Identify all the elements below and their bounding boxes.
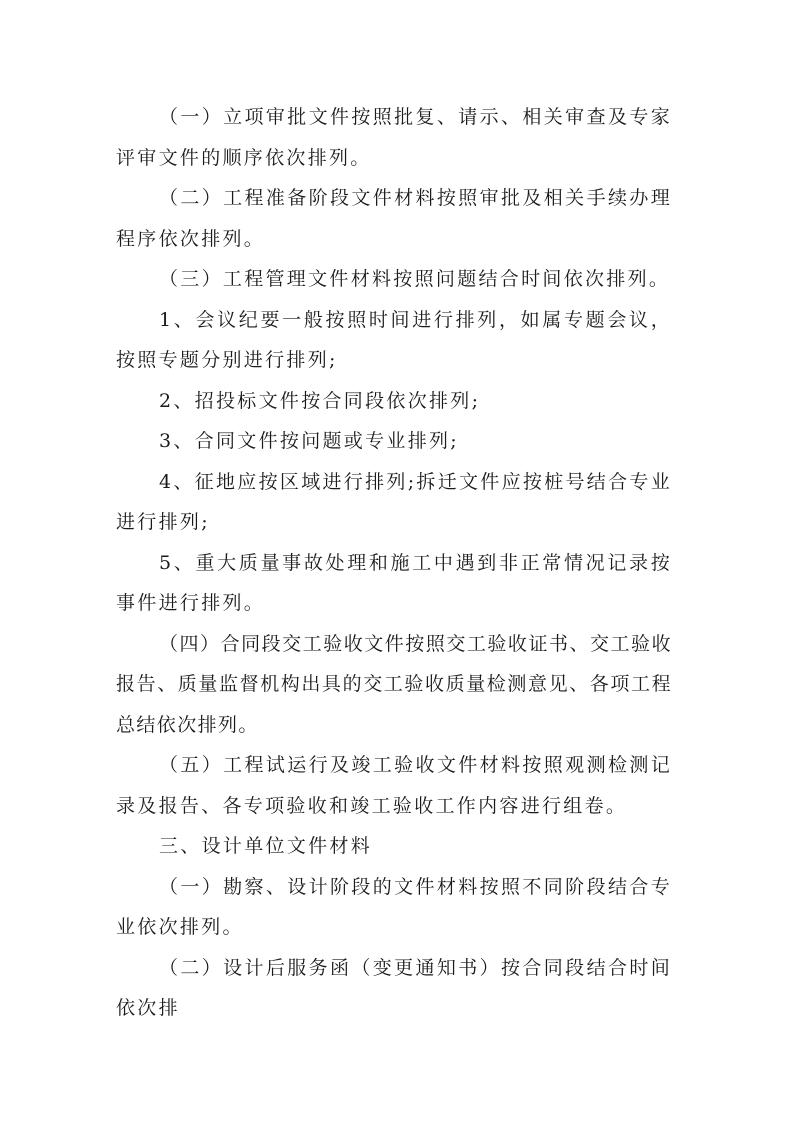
paragraph-contract-docs: 3、合同文件按问题或专业排列; — [159, 430, 459, 452]
paragraph-management-docs: （三）工程管理文件材料按照问题结合时间依次排列。 — [159, 268, 671, 290]
paragraph-handover-acceptance: （四）合同段交工验收文件按照交工验收证书、交工验收报告、质量监督机构出具的交工验收质量检测意见、各项工程总结依次排列。 — [116, 632, 672, 736]
paragraph-land-acquisition: 4、征地应按区域进行排列;拆迁文件应按桩号结合专业进行排列; — [116, 470, 672, 533]
document-body — [116, 97, 672, 1029]
paragraph-bidding-docs: 2、招投标文件按合同段依次排列; — [159, 389, 481, 412]
section-heading-design-unit: 三、设计单位文件材料 — [159, 835, 373, 857]
paragraph-trial-operation: （五）工程试运行及竣工验收文件材料按照观测检测记录及报告、各专项验收和竣工验收工作内容进行组卷。 — [116, 754, 672, 817]
paragraph-preparation-docs: （二）工程准备阶段文件材料按照审批及相关手续办理程序依次排列。 — [116, 187, 672, 250]
paragraph-meeting-minutes: 1、会议纪要一般按照时间进行排列，如属专题会议，按照专题分别进行排列; — [116, 308, 672, 371]
paragraph-survey-design: （一）勘察、设计阶段的文件材料按照不同阶段结合专业依次排列。 — [116, 875, 672, 938]
paragraph-approval-docs: （一）立项审批文件按照批复、请示、相关审查及专家评审文件的顺序依次排列。 — [116, 106, 672, 169]
paragraph-quality-accidents: 5、重大质量事故处理和施工中遇到非正常情况记录按事件进行排列。 — [116, 551, 672, 614]
paragraph-post-design-service: （二）设计后服务函（变更通知书）按合同段结合时间依次排 — [116, 956, 672, 1019]
